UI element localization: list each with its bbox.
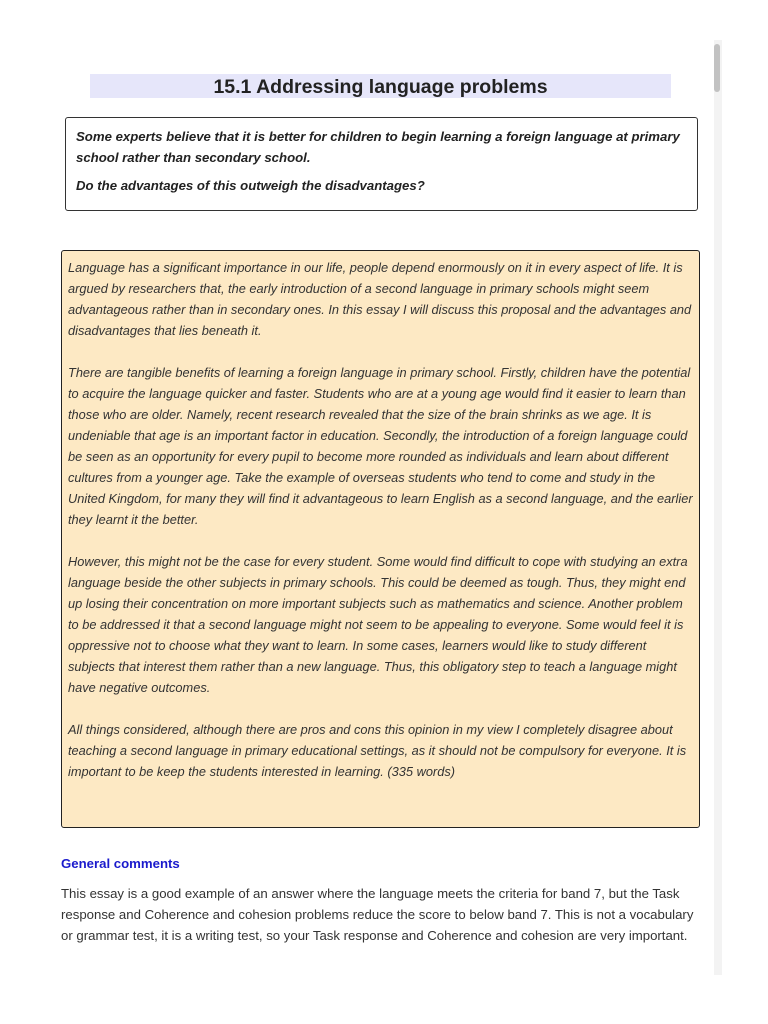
question-box [65,117,698,211]
essay-paragraph-conclusion: All things considered, although there are pros and cons this opinion in my view I completely disagree about teaching a second language in primary educational settings, as it should not be compulsory for everyone. It is important to be keep the students interested in learning. (335 words) [68,722,687,779]
comments-heading: General comments [61,856,180,871]
question-prompt: Do the advantages of this outweigh the disadvantages? [76,178,425,193]
scrollbar-thumb[interactable] [714,44,720,92]
vertical-scrollbar[interactable] [714,40,722,975]
essay-box [61,250,700,828]
question-statement: Some experts believe that it is better for children to begin learning a foreign language at primary school rather than secondary school. [76,129,680,165]
essay-paragraph-intro: Language has a significant importance in our life, people depend enormously on it in every aspect of life. It is argued by researchers that, the early introduction of a second language in primary schools might seem advantageous rather than in secondary ones. In this essay I will discuss this proposal and the advantages and disadvantages that lies beneath it. [68,260,692,338]
essay-paragraph-disadvantages: However, this might not be the case for every student. Some would find difficult to cope with studying an extra language beside the other subjects in primary schools. This could be deemed as tough. Thus, they might end up losing their concentration on more important subjects such as mathematics and science. Another problem to be addressed it that a second language might not seem to be appealing to everyone. Some would feel it is oppressive not to choose what they want to learn. In some cases, learners would like to study different subjects that interest them rather than a new language. Thus, this obligatory step to teach a language might have negative outcomes. [68,554,688,695]
essay-paragraph-advantages: There are tangible benefits of learning a foreign language in primary school. Firstly, children have the potential to acquire the language quicker and faster. Students who are at a young age would find it easier to learn than those who are older. Namely, recent research revealed that the size of the brain shrinks as we age. It is undeniable that age is an important factor in education. Secondly, the introduction of a foreign language could be seen as an opportunity for every pupil to become more rounded as individuals and learn about different cultures from a younger age. Take the example of overseas students who tend to come and study in the United Kingdom, for many they will find it advantageous to learn English as a second language, and the earlier they learnt it the better. [68,365,693,527]
page-title: 15.1 Addressing language problems [90,74,671,98]
comments-body: This essay is a good example of an answer where the language meets the criteria for band 7, but the Task response and Coherence and cohesion problems reduce the score to below band 7. This is not a vocabulary or grammar test, it is a writing test, so your Task response and Coherence and cohesion are very important. [61,886,694,943]
